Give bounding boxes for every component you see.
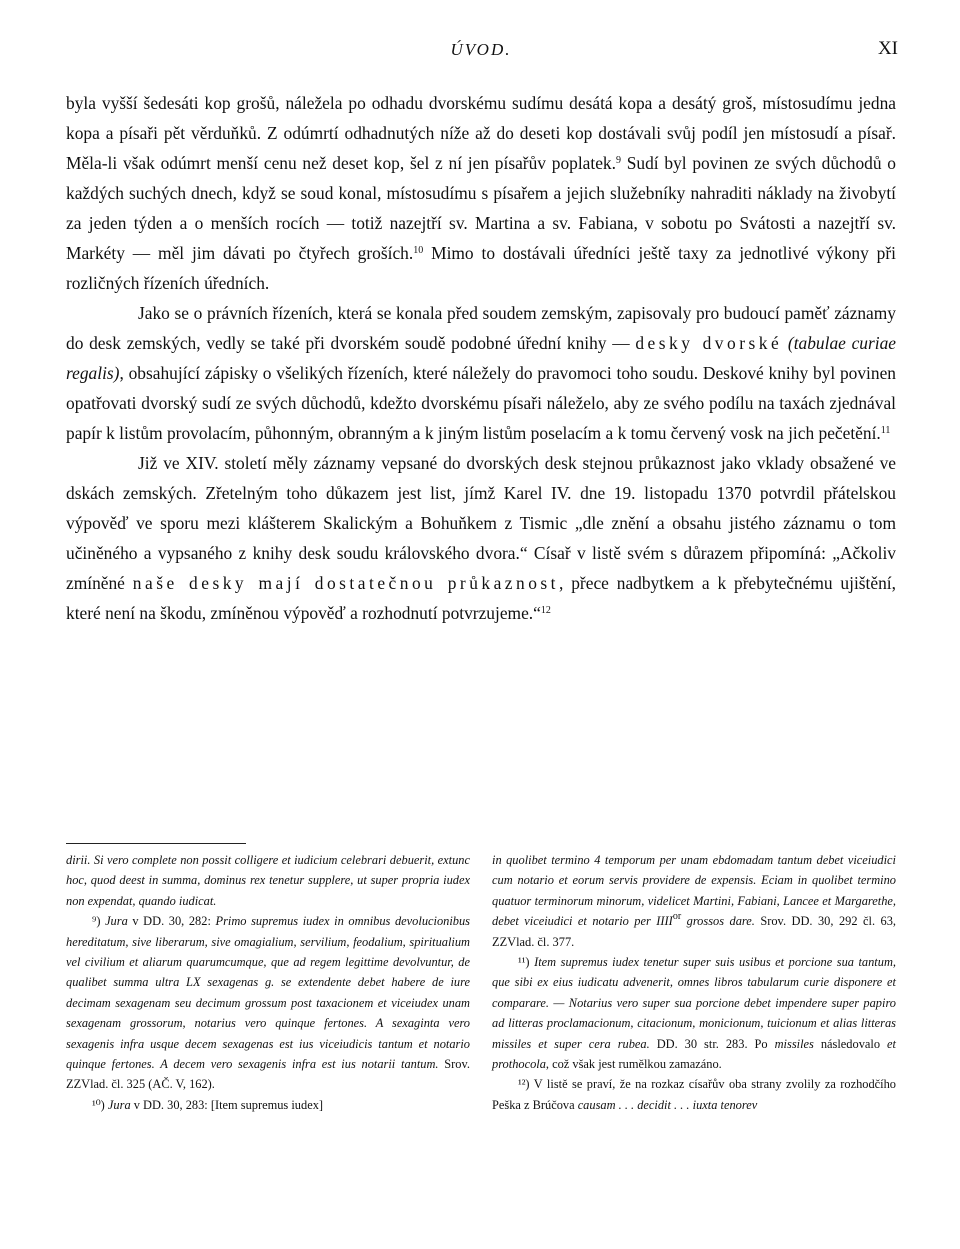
text-run: , přece nadbytkem a k přebytečnému ujištění, které není na škodu, zmíněnou výpověď a rozhodnutí potvrzujeme.“ bbox=[66, 573, 896, 623]
footnotes bbox=[66, 850, 896, 1115]
text-run: Srov. DD. 30, 292 čl. 63, ZZVlad. čl. 377. bbox=[492, 914, 897, 949]
source-abbrev: Jura bbox=[105, 914, 128, 929]
text-run: Mimo to dostávali úředníci ještě taxy za jednotlivé výkony při rozličných řízeních úředních. bbox=[66, 243, 896, 293]
page-number: XI bbox=[877, 38, 898, 59]
text-run: , obsahující zápisky o všelikých řízeních, které náležely do pravomoci toho soudu. Deskové knihy byl povinen opatřovati dvorský sudí ze svých důchodů, kdežto dvorskému písaři náleželo, aby ze svého podílu na taxách zjednával papír k listům provolacím, půhonným, obranným a k jiným listům poselacím a k tomu červený vosk na jich pečetění. bbox=[66, 363, 896, 443]
text-run: V listě se praví, že na rozkaz císařův oba strany zvolily za rozhodčího Peška z Brúčova bbox=[492, 1077, 896, 1112]
footnote-ref: 9 bbox=[615, 155, 621, 166]
paragraph bbox=[66, 88, 896, 298]
latin-text: grossos dare. bbox=[681, 914, 755, 929]
latin-text: Item supremus iudex tenetur super suis usibus et porcione sua tantum, que sibi ex eius iudicatu advenerit, omnes libros tabularum curie disponere et comparare. — Notarius vero super sua porcione debet impendere super papiro ad litteras proclamacionum, citacionum, monicionum, tuicionum et alias litteras missiles et super cera rubea. bbox=[492, 955, 896, 1051]
text-run: byla vyšší šedesáti kop grošů, náležela po odhadu dvorskému sudímu desátá kopa a desátý groš, místosudímu jedna kopa a písaři pět věrduňků. Z odúmrtí odhadnutých níže až do deseti kop dostávali svůj podíl jen místosudí a písař. Měla-li však odúmrt menší cenu než deset kop, šel z ní jen písařův poplatek. bbox=[66, 93, 896, 173]
footnote-12 bbox=[492, 1074, 896, 1115]
page-header bbox=[66, 38, 896, 68]
spaced-quote: naše desky mají dostatečnou průkaznost bbox=[132, 573, 560, 593]
footnote-ref: 11 bbox=[880, 425, 891, 436]
text-run: DD. 30 str. 283. Po bbox=[649, 1036, 775, 1051]
latin-text: in quolibet termino 4 temporum per unam ebdomadam tantum debet viceiudici cum notario et eorum servis providere de expensis. Eciam in quolibet termino quatuor terminorum minorum, videlicet Martini, Fabiani, Lancee et Margarethe, debet viceiudici et notario per IIII bbox=[492, 853, 896, 929]
text-run: Sudí byl povinen ze svých důchodů o každých suchých dnech, když se soud konal, místosudímu s písařem a jejich služebníky nahraditi náklady na živobytí za jeden týden a o menších rocích — totiž nazejtří sv. Martina a sv. Fabiana, v sobotu po Svátosti a nazejtří sv. Markéty — měl jim dávati po čtyřech groších. bbox=[66, 153, 896, 263]
footnote-ref: 10 bbox=[413, 245, 424, 256]
spaced-term: desky dvorské bbox=[635, 333, 783, 353]
footnote-column-left bbox=[66, 850, 470, 1115]
source-abbrev: Jura bbox=[107, 1097, 131, 1112]
text-run: Srov. ZZVlad. čl. 325 (AČ. V, 162). bbox=[66, 1057, 470, 1092]
text-run: Jako se o právních řízeních, která se konala před soudem zemským, zapisovaly pro budoucí paměť záznamy do desk zemských, vedly se také při dvorském soudě podobné úřední knihy — bbox=[66, 303, 896, 353]
text-run: v DD. 30, 283: [Item supremus iudex] bbox=[130, 1097, 324, 1112]
paragraph bbox=[66, 448, 896, 628]
page bbox=[66, 38, 898, 1112]
footnote-9 bbox=[66, 911, 470, 1095]
footnote-mark: ¹¹) bbox=[518, 955, 530, 970]
text-run: , což však jest rumělkou zamazáno. bbox=[545, 1057, 722, 1072]
footnote-11 bbox=[492, 952, 896, 1074]
latin-text: causam . . . decidit . . . iuxta tenorev bbox=[577, 1097, 758, 1112]
text-run: následovalo bbox=[813, 1036, 888, 1051]
footnote-continued bbox=[492, 850, 896, 952]
latin-term: et prothocola bbox=[492, 1036, 896, 1072]
footnote-rule bbox=[66, 843, 246, 844]
footnote-column-right bbox=[492, 850, 896, 1115]
running-title: ÚVOD. bbox=[450, 40, 512, 59]
footnote-10 bbox=[66, 1095, 470, 1115]
footnote-continued bbox=[66, 850, 470, 911]
footnote-mark: ¹⁰) bbox=[92, 1097, 105, 1112]
text-run: Již ve XIV. století měly záznamy vepsané do dvorských desk stejnou průkaznost jako vklady obsažené ve dskách zemských. Zřetelným toho důkazem jest list, jímž Karel IV. dne 19. listopadu 1370 potvrdil přátelskou výpověď ve sporu mezi klášterem Skalickým a Bohuňkem z Tismic „dle znění a obsahu jistého záznamu o tom učiněného a vypsaného z knihy desk soudu královského dvora.“ Císař v listě svém s důrazem připomíná: „Ačkoliv zmíněné bbox=[66, 453, 896, 593]
latin-term: missiles bbox=[774, 1036, 814, 1051]
paragraph bbox=[66, 298, 896, 448]
footnote-ref: 12 bbox=[540, 605, 551, 616]
main-text bbox=[66, 88, 896, 628]
footnote-mark: ⁹) bbox=[92, 914, 101, 929]
latin-text: Primo supremus iudex in omnibus devolucionibus hereditatum, sive liberarum, sive omagialium, servilium, feodalium, spiritualium vel civilium et aliarum quarumcumque, que ad regem legittime devolvuntur, de qualibet summa ultra LX sexagenas g. se extendente debet habere de iure decimam sexagenam seu decimum grossum post taxacionem et viceiudex unam sexagenam grossorum, notarius vero quinque fertones. A sexaginta vero sexagenis infra usque decem sexagenas est ius viceiudicis tantum et notario quinque fertones. A decem vero sexagenis infra est ius notarii tantum. bbox=[66, 914, 470, 1072]
footnote-mark: ¹²) bbox=[518, 1077, 530, 1092]
latin-text: dirii. Si vero complete non possit colligere et iudicium celebrari debuerit, extunc hoc, quod deest in summa, dominus rex tenetur supplere, ut super propria iudex non expendat, quando iudicat. bbox=[66, 853, 470, 908]
text-run: v DD. 30, 282: bbox=[127, 914, 216, 929]
superscript: or bbox=[672, 911, 682, 923]
latin-term: (tabulae curiae regalis) bbox=[66, 333, 897, 383]
